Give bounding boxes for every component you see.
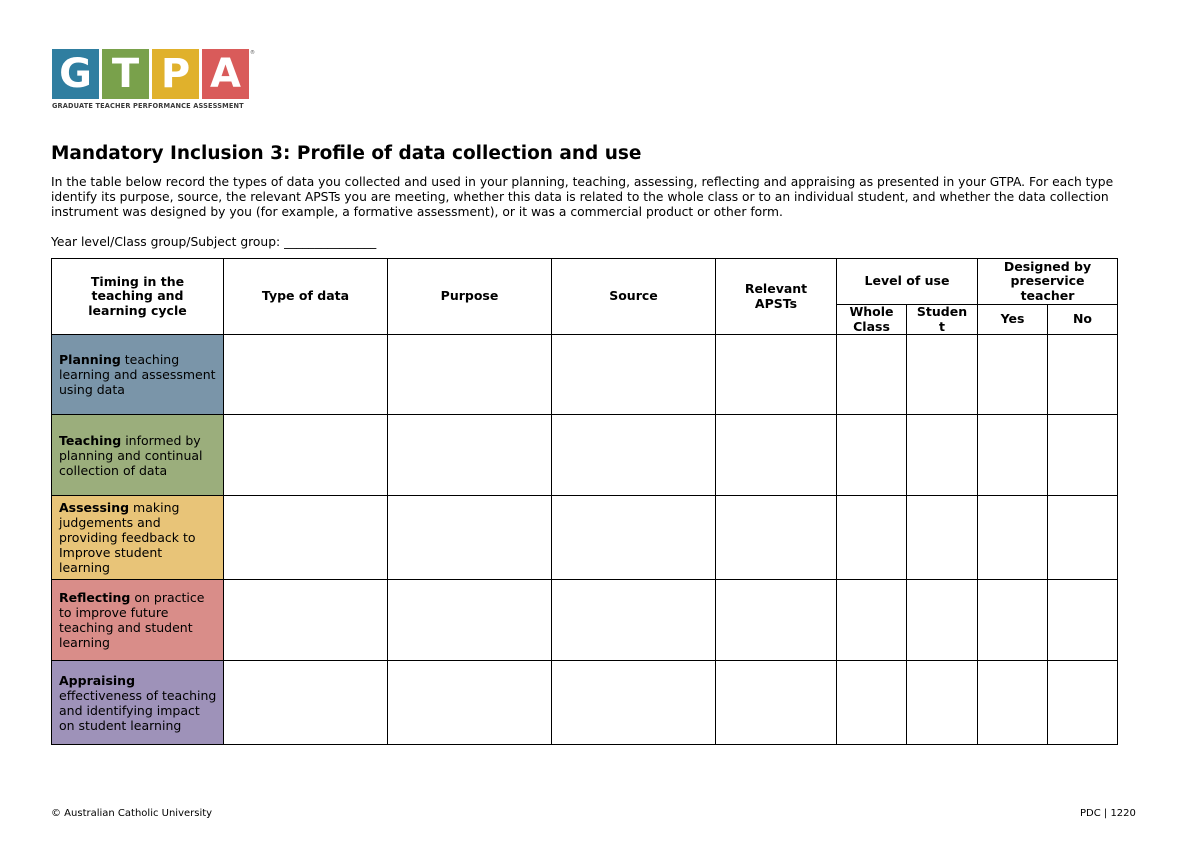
entry-cell[interactable] <box>907 415 978 496</box>
header-timing: Timing in the teaching and learning cycle <box>52 259 224 335</box>
stage-description: informed by planning and continual collection of data <box>59 432 203 478</box>
entry-cell[interactable] <box>552 580 716 661</box>
table-row <box>52 415 1118 496</box>
stage-cell <box>52 580 224 661</box>
header-purpose: Purpose <box>388 259 552 335</box>
entry-cell[interactable] <box>1048 580 1118 661</box>
stage-description: on practice to improve future teaching and student learning <box>59 590 205 650</box>
entry-cell[interactable] <box>552 335 716 415</box>
logo-tile-g: G <box>52 49 99 99</box>
entry-cell[interactable] <box>716 415 837 496</box>
entry-cell[interactable] <box>907 496 978 580</box>
entry-cell[interactable] <box>978 580 1048 661</box>
entry-cell[interactable] <box>716 661 837 745</box>
entry-cell[interactable] <box>224 415 388 496</box>
entry-cell[interactable] <box>552 415 716 496</box>
entry-cell[interactable] <box>224 661 388 745</box>
stage-name: Appraising <box>59 672 136 688</box>
header-designed-by: Designed by preservice teacher <box>978 259 1118 305</box>
entry-cell[interactable] <box>716 496 837 580</box>
page-title: Mandatory Inclusion 3: Profile of data collection and use <box>51 143 642 164</box>
entry-cell[interactable] <box>388 335 552 415</box>
entry-cell[interactable] <box>552 661 716 745</box>
table-row <box>52 496 1118 580</box>
entry-cell[interactable] <box>716 580 837 661</box>
entry-cell[interactable] <box>388 580 552 661</box>
footer-copyright: © Australian Catholic University <box>51 808 213 819</box>
table-row <box>52 661 1118 745</box>
header-yes: Yes <box>978 305 1048 335</box>
entry-cell[interactable] <box>224 496 388 580</box>
entry-cell[interactable] <box>978 415 1048 496</box>
header-source: Source <box>552 259 716 335</box>
table-row <box>52 580 1118 661</box>
stage-name: Planning <box>59 352 121 367</box>
stage-cell <box>52 335 224 415</box>
entry-cell[interactable] <box>907 335 978 415</box>
entry-cell[interactable] <box>224 580 388 661</box>
data-profile-table <box>51 258 1118 745</box>
header-no: No <box>1048 305 1118 335</box>
logo-tile-p: P <box>152 49 199 99</box>
entry-cell[interactable] <box>1048 415 1118 496</box>
entry-cell[interactable] <box>978 496 1048 580</box>
table-row <box>52 335 1118 415</box>
stage-description: effectiveness of teaching and identifying impact on student learning <box>59 687 217 733</box>
entry-cell[interactable] <box>837 496 907 580</box>
header-level-of-use: Level of use <box>837 259 978 305</box>
gtpa-logo <box>52 49 262 115</box>
stage-cell <box>52 661 224 745</box>
year-level-field[interactable]: Year level/Class group/Subject group: _______________ <box>51 235 377 249</box>
entry-cell[interactable] <box>837 580 907 661</box>
stage-description: making judgements and providing feedback to Improve student learning <box>59 500 196 575</box>
entry-cell[interactable] <box>1048 661 1118 745</box>
header-type-of-data: Type of data <box>224 259 388 335</box>
logo-tile-a: A <box>202 49 249 99</box>
stage-name: Teaching <box>59 432 122 448</box>
header-student: Studen t <box>907 305 978 335</box>
stage-description: teaching learning and assessment using data <box>59 352 216 397</box>
stage-name: Assessing <box>59 500 130 515</box>
logo-tile-t: T <box>102 49 149 99</box>
entry-cell[interactable] <box>837 415 907 496</box>
footer-code: PDC | 1220 <box>1080 808 1136 819</box>
logo-subtitle: GRADUATE TEACHER PERFORMANCE ASSESSMENT <box>52 102 244 110</box>
stage-name: Reflecting <box>59 590 131 605</box>
entry-cell[interactable] <box>224 335 388 415</box>
stage-cell <box>52 415 224 496</box>
entry-cell[interactable] <box>837 661 907 745</box>
logo-tiles <box>52 49 262 99</box>
header-whole-class: Whole Class <box>837 305 907 335</box>
entry-cell[interactable] <box>1048 496 1118 580</box>
entry-cell[interactable] <box>388 496 552 580</box>
registered-mark: ® <box>250 50 255 56</box>
entry-cell[interactable] <box>1048 335 1118 415</box>
entry-cell[interactable] <box>907 661 978 745</box>
header-relevant-apsts: Relevant APSTs <box>716 259 837 335</box>
entry-cell[interactable] <box>837 335 907 415</box>
entry-cell[interactable] <box>716 335 837 415</box>
intro-paragraph: In the table below record the types of data you collected and used in your planning, teaching, assessing, reflecting and appraising as presented in your GTPA. For each type identify its purpose, source, the relevant APSTs you are meeting, whether this data is related to the whole class or to an individual student, and whether the data collection instrument was designed by you (for example, a formative assessment), or it was a commercial product or other form. <box>51 175 1114 219</box>
entry-cell[interactable] <box>978 335 1048 415</box>
entry-cell[interactable] <box>978 661 1048 745</box>
entry-cell[interactable] <box>907 580 978 661</box>
stage-cell <box>52 496 224 580</box>
entry-cell[interactable] <box>388 415 552 496</box>
entry-cell[interactable] <box>552 496 716 580</box>
entry-cell[interactable] <box>388 661 552 745</box>
